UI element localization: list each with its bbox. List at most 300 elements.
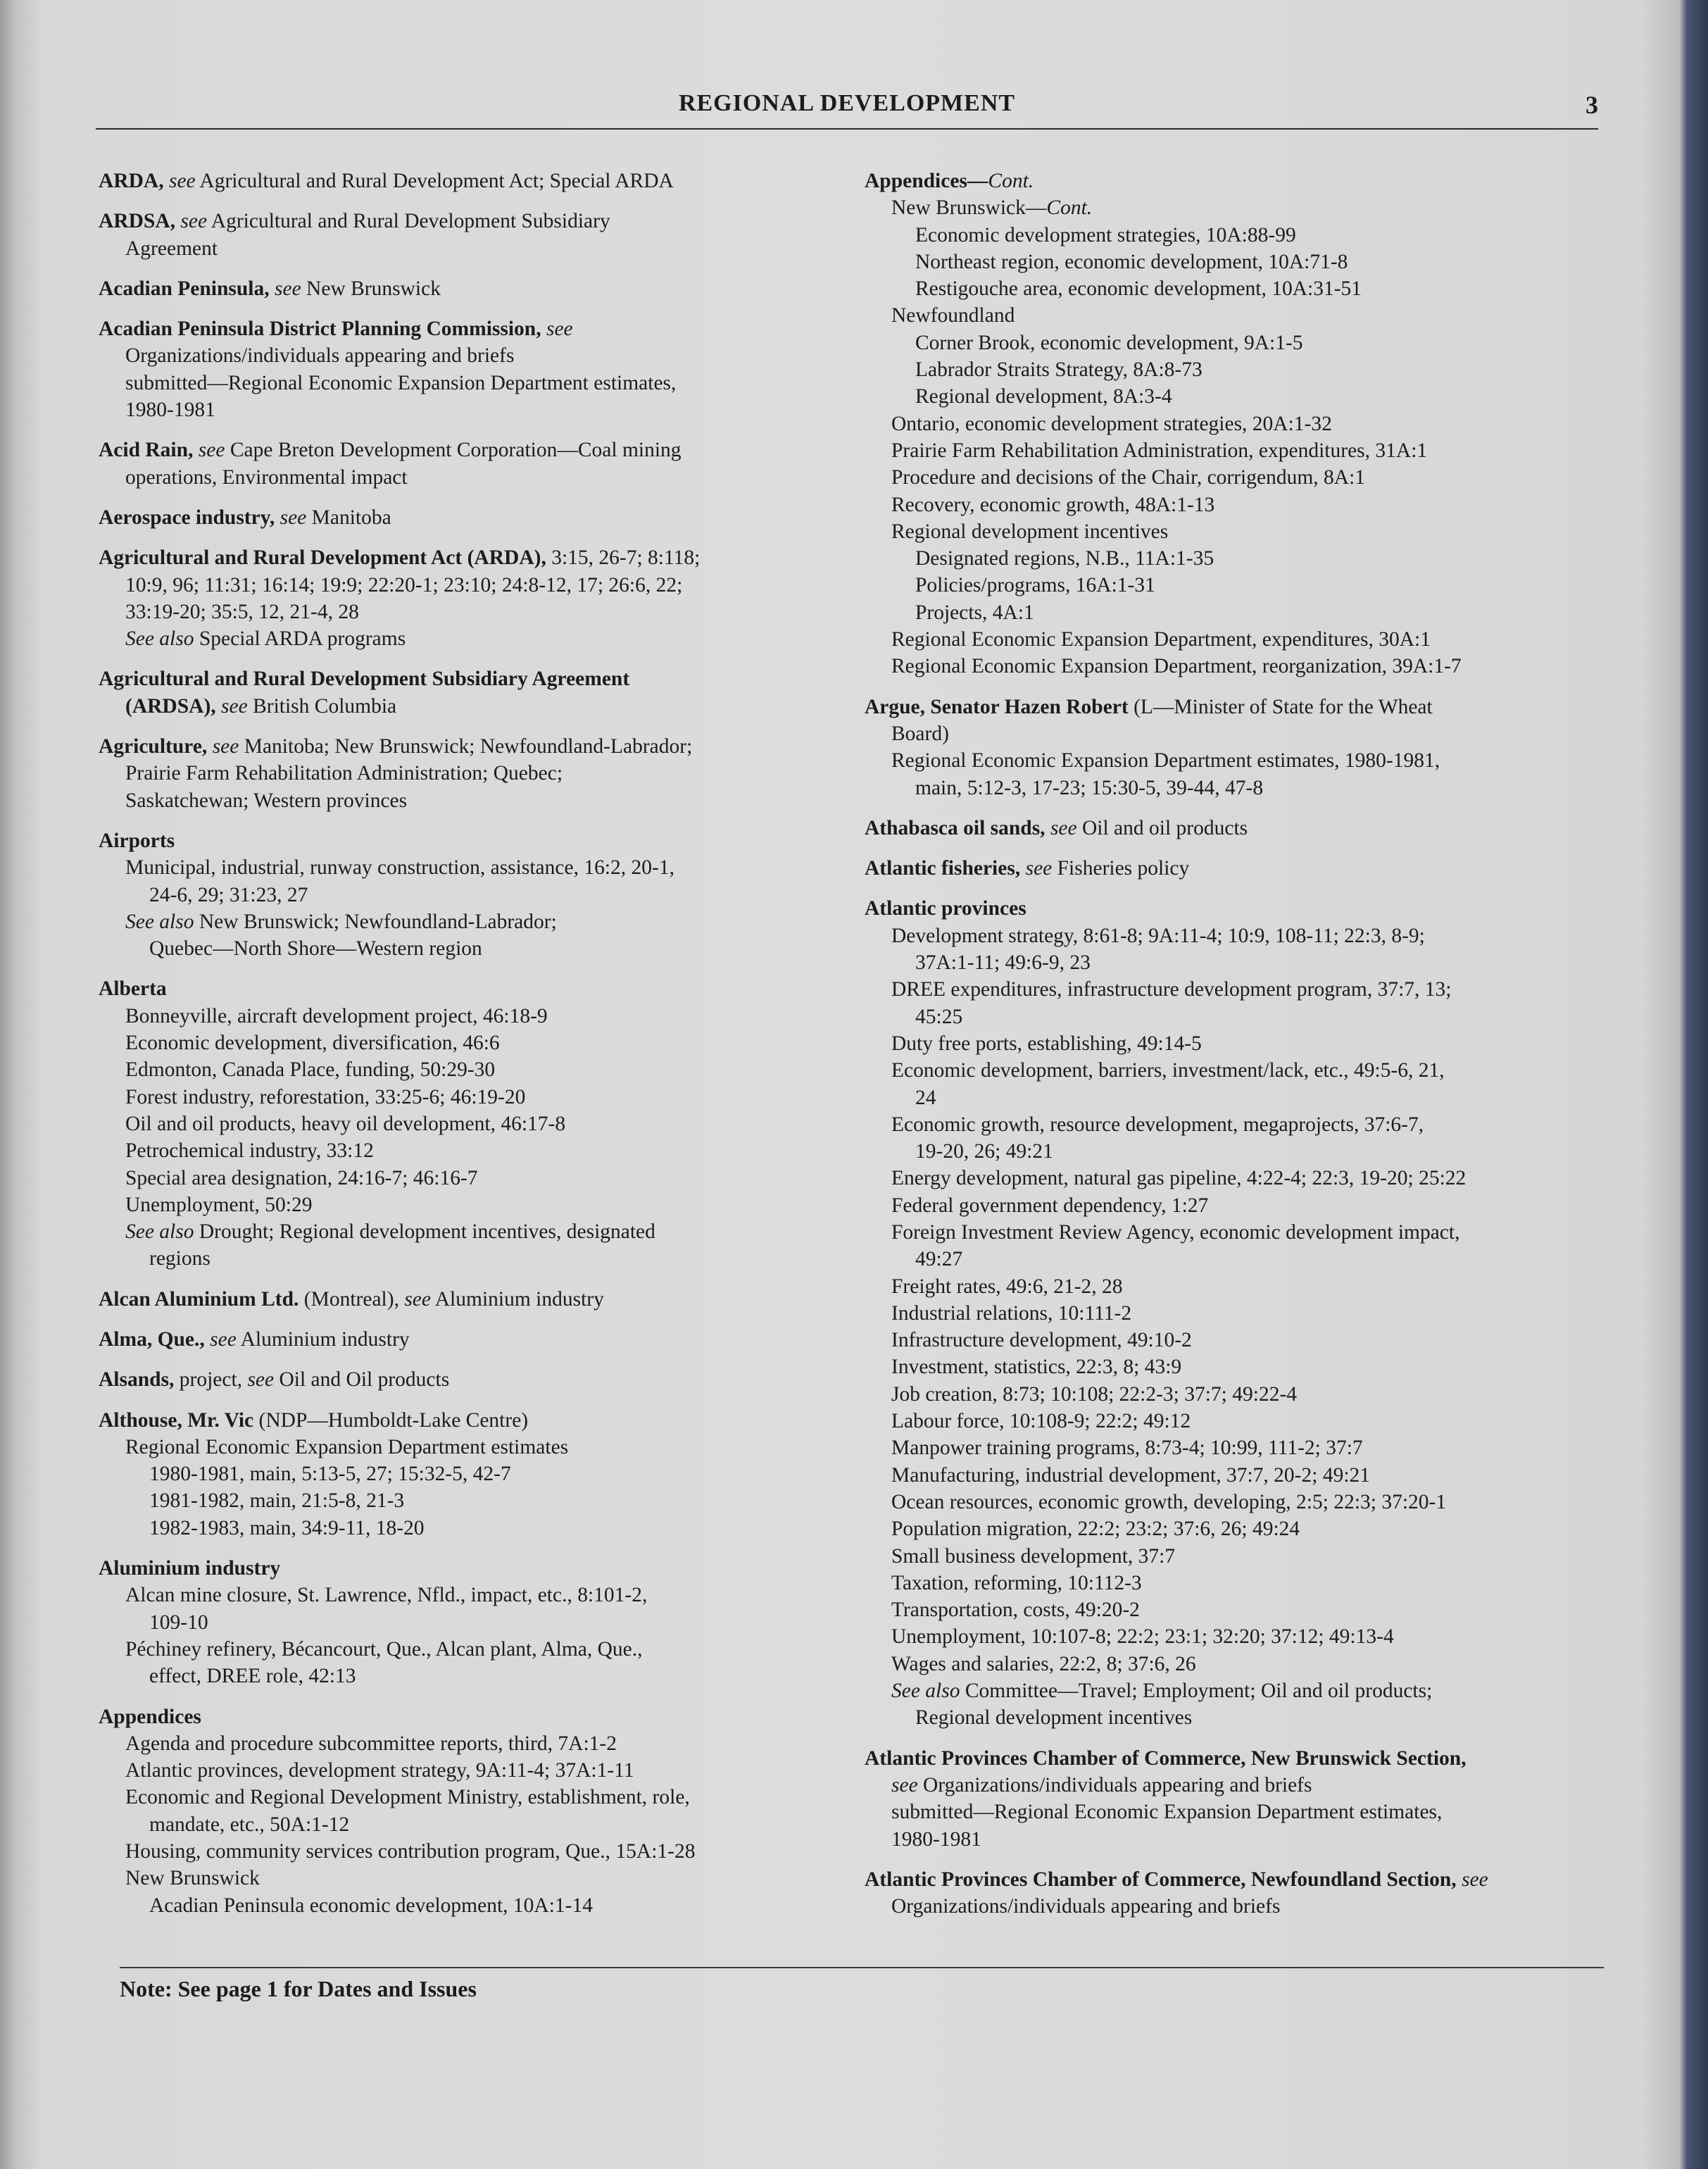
index-entry-subline — [865, 518, 1625, 545]
index-entry-heading-line — [865, 1866, 1625, 1893]
index-entry — [99, 168, 838, 194]
entry-text: Projects, 4A:1 — [915, 601, 1034, 624]
index-entry-subline — [865, 194, 1625, 221]
entry-text: Quebec—North Shore—Western region — [149, 937, 482, 961]
entry-text: Organizations/individuals appearing and briefs — [917, 1773, 1312, 1796]
index-entry-subline — [865, 1772, 1625, 1799]
entry-text: Procedure and decisions of the Chair, corrigendum, 8A:1 — [891, 466, 1366, 489]
index-entry-subline — [865, 1219, 1625, 1246]
entry-text: Alcan mine closure, St. Lawrence, Nfld., impact, etc., 8:101-2, — [125, 1584, 648, 1607]
entry-text: Investment, statistics, 22:3, 8; 43:9 — [891, 1356, 1182, 1379]
entry-text: Edmonton, Canada Place, funding, 50:29-30 — [125, 1058, 496, 1082]
entry-heading: Aluminium industry — [99, 1557, 281, 1580]
index-entry-subline — [865, 1246, 1625, 1273]
entry-text: Oil and Oil products — [274, 1368, 450, 1392]
index-entry-subline — [865, 222, 1625, 249]
page-number: 3 — [1585, 91, 1598, 119]
entry-text: Fisheries policy — [1052, 857, 1190, 880]
entry-text: Unemployment, 10:107-8; 22:2; 23:1; 32:20; 37:12; 49:13-4 — [891, 1625, 1394, 1649]
entry-text: 24 — [915, 1086, 936, 1109]
index-entry-subline — [865, 464, 1625, 491]
cross-reference-term: Cont. — [988, 170, 1034, 192]
entry-text: Federal government dependency, 1:27 — [891, 1194, 1209, 1217]
index-entry-subline — [865, 720, 1625, 747]
entry-text: Aluminium industry — [431, 1287, 604, 1311]
index-entry-subline — [865, 1381, 1625, 1408]
entry-text: New Brunswick — [125, 1867, 260, 1890]
entry-text: 33:19-20; 35:5, 12, 21-4, 28 — [125, 600, 359, 623]
index-entry — [99, 1286, 838, 1313]
index-entry-subline — [865, 1826, 1625, 1853]
index-entry-subline — [99, 599, 838, 625]
index-entry-subline — [865, 1704, 1625, 1731]
entry-text: Petrochemical industry, 33:12 — [125, 1139, 374, 1163]
index-entry-subline — [99, 1192, 838, 1218]
entry-text: Manitoba; New Brunswick; Newfoundland-Labrador; — [239, 735, 693, 758]
index-entry-subline — [865, 599, 1625, 626]
cross-reference-term: see — [215, 694, 248, 718]
entry-text: Oil and oil products, heavy oil development, 46:17-8 — [125, 1112, 566, 1135]
entry-text: Restigouche area, economic development, 10A:31-51 — [915, 277, 1362, 301]
index-entry-subline — [865, 1354, 1625, 1380]
index-entry-subline — [865, 356, 1625, 383]
entry-text: 19-20, 26; 49:21 — [915, 1140, 1053, 1163]
entry-text: Forest industry, reforestation, 33:25-6; 46:19-20 — [125, 1085, 526, 1108]
index-entry-subline — [99, 1137, 838, 1164]
index-entry-subline — [99, 1784, 838, 1811]
entry-text: Agreement — [125, 237, 218, 260]
entry-heading: Argue, Senator Hazen Robert — [865, 695, 1129, 718]
index-entry — [865, 168, 1625, 680]
index-entry-subline — [865, 1273, 1625, 1300]
entry-text: 1980-1981, main, 5:13-5, 27; 15:32-5, 42-7 — [149, 1463, 511, 1486]
index-entry-heading-line — [865, 855, 1625, 882]
cross-reference-term: See also — [891, 1680, 960, 1703]
index-entry — [99, 1704, 838, 1919]
index-entry-subline — [865, 923, 1625, 949]
entry-text: 1981-1982, main, 21:5-8, 21-3 — [149, 1489, 405, 1513]
entry-text: Drought; Regional development incentives, designated — [194, 1220, 655, 1244]
entry-text: Economic and Regional Development Ministry, establishment, role, — [125, 1786, 690, 1809]
entry-text: (L—Minister of State for the Wheat — [1128, 695, 1433, 718]
entry-text: Infrastructure development, 49:10-2 — [891, 1329, 1192, 1352]
index-entry — [99, 975, 838, 1272]
entry-heading: Acadian Peninsula, — [99, 277, 270, 300]
index-entry-subline — [99, 370, 838, 396]
index-entry-heading-line — [865, 815, 1625, 842]
entry-text: Ontario, economic development strategies, 20A:1-32 — [891, 412, 1332, 435]
index-entry — [865, 1866, 1625, 1920]
index-entry-subline — [99, 882, 838, 908]
index-entry-subline — [99, 1003, 838, 1030]
entry-text: Designated regions, N.B., 11A:1-35 — [915, 547, 1214, 570]
entry-text: 45:25 — [915, 1005, 963, 1028]
entry-text: Regional development incentives — [891, 520, 1169, 543]
index-entry-subline — [865, 1138, 1625, 1165]
cross-reference-term: Cont. — [1046, 196, 1093, 220]
index-entry-subline — [99, 572, 838, 599]
entry-text: Bonneyville, aircraft development project, 46:18-9 — [125, 1004, 548, 1027]
page-title: REGIONAL DEVELOPMENT — [678, 90, 1016, 116]
entry-text: Regional development, 8A:3-4 — [915, 385, 1172, 408]
index-entry-subline — [99, 1609, 838, 1636]
entry-text: Freight rates, 49:6, 21-2, 28 — [891, 1275, 1123, 1298]
entry-heading: Althouse, Mr. Vic — [99, 1408, 254, 1432]
index-entry-subline — [865, 330, 1625, 356]
index-entry-subline — [99, 908, 838, 935]
entry-heading: Appendices — [99, 1705, 201, 1728]
index-entry-subline — [99, 342, 838, 369]
entry-text: Development strategy, 8:61-8; 9A:11-4; 10:9, 108-11; 22:3, 8-9; — [891, 924, 1425, 947]
footer-rule — [120, 1967, 1604, 1968]
index-entry-subline — [99, 1434, 838, 1461]
index-entry-subline — [865, 747, 1625, 774]
index-entry-heading-line — [99, 975, 838, 1002]
cross-reference-term: see — [163, 170, 196, 192]
entry-text: Acadian Peninsula economic development, 10A:1-14 — [149, 1894, 593, 1917]
entry-text: Special ARDA programs — [194, 627, 406, 651]
index-entry-heading-line — [99, 1555, 838, 1582]
entry-heading: Acid Rain, — [99, 439, 194, 462]
entry-text: Population migration, 22:2; 23:2; 37:6, 26; 49:24 — [891, 1518, 1300, 1541]
entry-text: Manitoba — [306, 506, 391, 529]
entry-text: Economic growth, resource development, megaprojects, 37:6-7, — [891, 1113, 1424, 1136]
entry-text: Regional Economic Expansion Department, reorganization, 39A:1-7 — [891, 655, 1462, 678]
index-entry-subline — [99, 1030, 838, 1056]
index-entry-subline — [865, 1489, 1625, 1515]
index-entry — [99, 208, 838, 262]
entry-heading: Atlantic Provinces Chamber of Commerce, Newfoundland Section, — [865, 1868, 1457, 1891]
index-entry-subline — [99, 693, 838, 720]
index-column-right — [865, 168, 1625, 1933]
entry-text: Labrador Straits Strategy, 8A:8-73 — [915, 358, 1202, 382]
entry-text: Regional Economic Expansion Department estimates — [125, 1435, 569, 1458]
index-entry-subline — [865, 249, 1625, 275]
index-entry-subline — [865, 1300, 1625, 1327]
entry-text: Atlantic provinces, development strategy, 9A:11-4; 37A:1-11 — [125, 1759, 634, 1782]
cross-reference-term: see — [175, 210, 208, 233]
cross-reference-term: See also — [125, 627, 194, 651]
index-entry — [99, 1366, 838, 1393]
entry-heading: Acadian Peninsula District Planning Commission, — [99, 318, 541, 341]
index-entry — [865, 815, 1625, 842]
index-entry-heading-line — [99, 1704, 838, 1730]
entry-text: Special area designation, 24:16-7; 46:16-7 — [125, 1166, 478, 1189]
entry-text: effect, DREE role, 42:13 — [149, 1665, 356, 1688]
entry-text: Agricultural and Rural Development Act; Special ARDA — [195, 170, 674, 192]
index-entry-subline — [865, 1057, 1625, 1084]
entry-text: 1980-1981 — [891, 1827, 981, 1851]
index-entry-subline — [99, 1865, 838, 1892]
entry-text: Newfoundland — [891, 304, 1015, 327]
cross-reference-term: see — [242, 1368, 275, 1392]
index-entry-subline — [99, 625, 838, 652]
entry-heading: Agricultural and Rural Development Act (ARDA), — [99, 546, 546, 570]
index-entry-subline — [99, 1245, 838, 1272]
index-entry — [99, 544, 838, 652]
index-entry-subline — [865, 275, 1625, 302]
index-entry-subline — [865, 545, 1625, 572]
entry-text: British Columbia — [247, 694, 397, 718]
entry-text: Duty free ports, establishing, 49:14-5 — [891, 1032, 1202, 1055]
index-entry-subline — [865, 437, 1625, 464]
index-entry-heading-line — [99, 1366, 838, 1393]
entry-text: Recovery, economic growth, 48A:1-13 — [891, 493, 1215, 516]
entry-text: 37A:1-11; 49:6-9, 23 — [915, 951, 1091, 975]
entry-text: Economic development, diversification, 46:6 — [125, 1032, 500, 1055]
index-entry — [99, 827, 838, 962]
index-entry-subline — [865, 1165, 1625, 1192]
entry-text: submitted—Regional Economic Expansion Department estimates, — [125, 371, 677, 394]
entry-text: project, — [174, 1368, 243, 1392]
entry-heading: Athabasca oil sands, — [865, 816, 1045, 839]
entry-text: Energy development, natural gas pipeline, 4:22-4; 22:3, 19-20; 25:22 — [891, 1167, 1467, 1190]
index-entry-subline — [99, 1487, 838, 1514]
entry-heading: Atlantic fisheries, — [865, 857, 1021, 880]
index-entry-subline — [99, 1663, 838, 1689]
cross-reference-term: see — [541, 318, 573, 341]
entry-text: (NDP—Humboldt-Lake Centre) — [253, 1408, 529, 1432]
cross-reference-term: see — [204, 1327, 237, 1351]
index-entry-subline — [865, 1327, 1625, 1354]
entry-text: Policies/programs, 16A:1-31 — [915, 574, 1155, 597]
entry-heading: Alberta — [99, 977, 167, 1001]
index-entry-heading-line — [99, 1407, 838, 1434]
entry-text: (Montreal), — [299, 1287, 399, 1311]
entry-text: Economic development strategies, 10A:88-99 — [915, 223, 1296, 246]
entry-text: 1980-1981 — [125, 399, 215, 422]
entry-text: 1982-1983, main, 34:9-11, 18-20 — [149, 1516, 425, 1539]
index-entry-subline — [99, 1461, 838, 1487]
cross-reference-term: see — [1045, 816, 1077, 839]
index-entry-subline — [99, 235, 838, 262]
entry-text: operations, Environmental impact — [125, 465, 408, 489]
cross-reference-term: see — [398, 1287, 431, 1311]
entry-text: Regional Economic Expansion Department estimates, 1980-1981, — [891, 749, 1440, 773]
index-entry-subline — [865, 976, 1625, 1003]
entry-text: Municipal, industrial, runway construction, assistance, 16:2, 20-1, — [125, 856, 674, 880]
index-entry-subline — [99, 1165, 838, 1192]
index-entry-subline — [865, 626, 1625, 653]
index-entry-subline — [865, 1543, 1625, 1570]
index-entry-heading-line — [99, 1326, 838, 1353]
cross-reference-term: see — [1020, 857, 1053, 880]
index-entry-subline — [865, 572, 1625, 599]
entry-text: Manufacturing, industrial development, 37:7, 20-2; 49:21 — [891, 1463, 1371, 1487]
index-entry — [865, 855, 1625, 882]
entry-text: Economic development, barriers, investment/lack, etc., 49:5-6, 21, — [891, 1059, 1445, 1082]
entry-heading: Atlantic Provinces Chamber of Commerce, New Brunswick Section, — [865, 1746, 1467, 1770]
index-entry-subline — [865, 1677, 1625, 1704]
index-entry-subline — [99, 935, 838, 962]
index-entry-subline — [865, 949, 1625, 976]
entry-text: Industrial relations, 10:111-2 — [891, 1301, 1132, 1325]
index-entry-subline — [99, 1757, 838, 1784]
index-entry — [99, 275, 838, 302]
entry-heading: Agriculture, — [99, 735, 208, 758]
entry-heading: Agricultural and Rural Development Subsidiary Agreement — [99, 668, 630, 691]
entry-text: submitted—Regional Economic Expansion Department estimates, — [891, 1801, 1443, 1824]
index-entry — [99, 733, 838, 814]
index-entry-heading-line — [865, 895, 1625, 922]
index-entry-subline — [99, 1582, 838, 1608]
entry-text: Foreign Investment Review Agency, economic development impact, — [891, 1220, 1460, 1244]
entry-text: Small business development, 37:7 — [891, 1544, 1176, 1568]
entry-text: regions — [149, 1247, 211, 1270]
cross-reference-term: see — [275, 506, 307, 529]
index-entry-subline — [865, 775, 1625, 801]
index-entry-subline — [99, 1636, 838, 1663]
index-entry-subline — [99, 1515, 838, 1542]
index-entry-subline — [99, 787, 838, 814]
index-entry-heading-line — [99, 437, 838, 463]
entry-text: 49:27 — [915, 1248, 963, 1271]
index-entry — [99, 504, 838, 531]
index-entry — [865, 694, 1625, 801]
index-entry-heading-line — [865, 168, 1625, 194]
entry-text: Oil and oil products — [1076, 816, 1248, 839]
index-entry-subline — [99, 760, 838, 787]
index-entry-subline — [99, 1218, 838, 1245]
index-entry-subline — [865, 302, 1625, 329]
entry-text: main, 5:12-3, 17-23; 15:30-5, 39-44, 47-8 — [915, 776, 1264, 799]
index-entry-subline — [99, 1730, 838, 1757]
entry-heading: Alsands, — [99, 1368, 175, 1392]
index-entry-heading-line — [99, 733, 838, 760]
entry-text: Committee—Travel; Employment; Oil and oil products; — [960, 1680, 1433, 1703]
cross-reference-term: see — [1456, 1868, 1488, 1891]
index-entry-heading-line — [99, 208, 838, 235]
entry-heading: ARDA, — [99, 170, 164, 192]
index-entry-subline — [865, 1434, 1625, 1461]
index-entry-heading-line — [99, 275, 838, 302]
index-entry-subline — [99, 1084, 838, 1111]
index-entry-subline — [99, 1811, 838, 1838]
entry-text: Unemployment, 50:29 — [125, 1193, 313, 1216]
entry-text: Prairie Farm Rehabilitation Administration; Quebec; — [125, 762, 563, 785]
entry-text: Transportation, costs, 49:20-2 — [891, 1599, 1140, 1622]
entry-text: Agricultural and Rural Development Subsidiary — [207, 210, 610, 233]
index-entry — [99, 1407, 838, 1542]
index-entry-heading-line — [99, 315, 838, 342]
entry-text: Agenda and procedure subcommittee reports, third, 7A:1-2 — [125, 1732, 617, 1755]
entry-text: 24-6, 29; 31:23, 27 — [149, 883, 308, 906]
entry-text: Regional development incentives — [915, 1706, 1193, 1730]
index-entry — [99, 1555, 838, 1689]
entry-text: Board) — [891, 722, 949, 745]
entry-text: Péchiney refinery, Bécancourt, Que., Alcan plant, Alma, Que., — [125, 1637, 643, 1661]
entry-text: DREE expenditures, infrastructure development program, 37:7, 13; — [891, 978, 1452, 1001]
index-entry — [99, 665, 838, 720]
page-header — [96, 90, 1598, 130]
entry-text: Northeast region, economic development, 10A:71-8 — [915, 250, 1348, 273]
index-entry-subline — [865, 1192, 1625, 1219]
index-column-left — [99, 168, 838, 1932]
entry-text: mandate, etc., 50A:1-12 — [149, 1813, 350, 1836]
entry-text: 3:15, 26-7; 8:118; — [546, 546, 701, 570]
index-entry-subline — [865, 1030, 1625, 1057]
entry-text: Ocean resources, economic growth, developing, 2:5; 22:3; 37:20-1 — [891, 1490, 1447, 1513]
index-entry-heading-line — [99, 827, 838, 854]
cross-reference-term: see — [891, 1773, 918, 1796]
entry-heading: (ARDSA), — [125, 694, 216, 718]
index-entry-subline — [865, 1596, 1625, 1623]
index-entry — [99, 1326, 838, 1353]
entry-text: 10:9, 96; 11:31; 16:14; 19:9; 22:20-1; 23:10; 24:8-12, 17; 26:6, 22; — [125, 573, 683, 596]
entry-text: Aluminium industry — [236, 1327, 410, 1351]
entry-heading: Alcan Aluminium Ltd. — [99, 1287, 299, 1311]
entry-text: Wages and salaries, 22:2, 8; 37:6, 26 — [891, 1652, 1196, 1675]
index-entry-subline — [865, 1004, 1625, 1030]
entry-text: Housing, community services contribution program, Que., 15A:1-28 — [125, 1840, 696, 1863]
entry-heading: Airports — [99, 829, 175, 852]
entry-heading: ARDSA, — [99, 210, 175, 233]
index-entry-subline — [865, 1084, 1625, 1111]
entry-text: Organizations/individuals appearing and briefs — [891, 1895, 1281, 1918]
index-entry-subline — [865, 411, 1625, 437]
index-entry-subline — [865, 1515, 1625, 1542]
footer-note: Note: See page 1 for Dates and Issues — [120, 1976, 477, 2001]
index-entry-subline — [865, 1893, 1625, 1920]
cross-reference-term: see — [193, 439, 225, 462]
entry-text: Job creation, 8:73; 10:108; 22:2-3; 37:7; 49:22-4 — [891, 1382, 1298, 1406]
entry-heading: Atlantic provinces — [865, 897, 1026, 920]
index-entry-subline — [865, 1651, 1625, 1677]
entry-text: Labour force, 10:108-9; 22:2; 49:12 — [891, 1410, 1191, 1433]
index-entry-heading-line — [99, 544, 838, 571]
index-entry — [99, 437, 838, 491]
index-entry-subline — [99, 1892, 838, 1919]
index-entry-heading-line — [865, 694, 1625, 720]
index-entry-subline — [865, 653, 1625, 680]
entry-text: Cape Breton Development Corporation—Coal mining — [225, 439, 682, 462]
index-entry-heading-line — [99, 665, 838, 692]
index-entry — [99, 315, 838, 423]
entry-text: Prairie Farm Rehabilitation Administration, expenditures, 31A:1 — [891, 439, 1428, 462]
entry-heading: Aerospace industry, — [99, 506, 275, 529]
index-entry-subline — [865, 1570, 1625, 1596]
index-entry-subline — [865, 1462, 1625, 1489]
index-entry-subline — [99, 396, 838, 423]
cross-reference-term: see — [207, 735, 239, 758]
index-entry — [865, 1745, 1625, 1853]
entry-heading: Alma, Que., — [99, 1327, 205, 1351]
entry-text: Corner Brook, economic development, 9A:1-5 — [915, 331, 1303, 354]
entry-text: New Brunswick— — [891, 196, 1047, 220]
entry-text: Taxation, reforming, 10:112-3 — [891, 1571, 1142, 1594]
entry-text: Manpower training programs, 8:73-4; 10:99, 111-2; 37:7 — [891, 1437, 1363, 1460]
index-entry-subline — [99, 464, 838, 491]
index-entry-subline — [865, 383, 1625, 410]
index-entry-subline — [865, 1408, 1625, 1434]
index-entry-subline — [865, 1111, 1625, 1138]
index-entry-heading-line — [865, 1745, 1625, 1772]
entry-text: Regional Economic Expansion Department, expenditures, 30A:1 — [891, 628, 1431, 651]
index-entry — [865, 895, 1625, 1731]
index-entry-heading-line — [99, 1286, 838, 1313]
entry-text: Organizations/individuals appearing and briefs — [125, 344, 515, 368]
index-entry-subline — [865, 1623, 1625, 1650]
entry-text: New Brunswick — [301, 277, 441, 300]
entry-text: New Brunswick; Newfoundland-Labrador; — [194, 910, 557, 933]
index-entry-heading-line — [99, 504, 838, 531]
index-entry-subline — [99, 1111, 838, 1137]
entry-text: Saskatchewan; Western provinces — [125, 789, 408, 812]
index-entry-subline — [99, 854, 838, 881]
index-entry-heading-line — [99, 168, 838, 194]
entry-text: 109-10 — [149, 1611, 208, 1634]
cross-reference-term: See also — [125, 1220, 194, 1244]
